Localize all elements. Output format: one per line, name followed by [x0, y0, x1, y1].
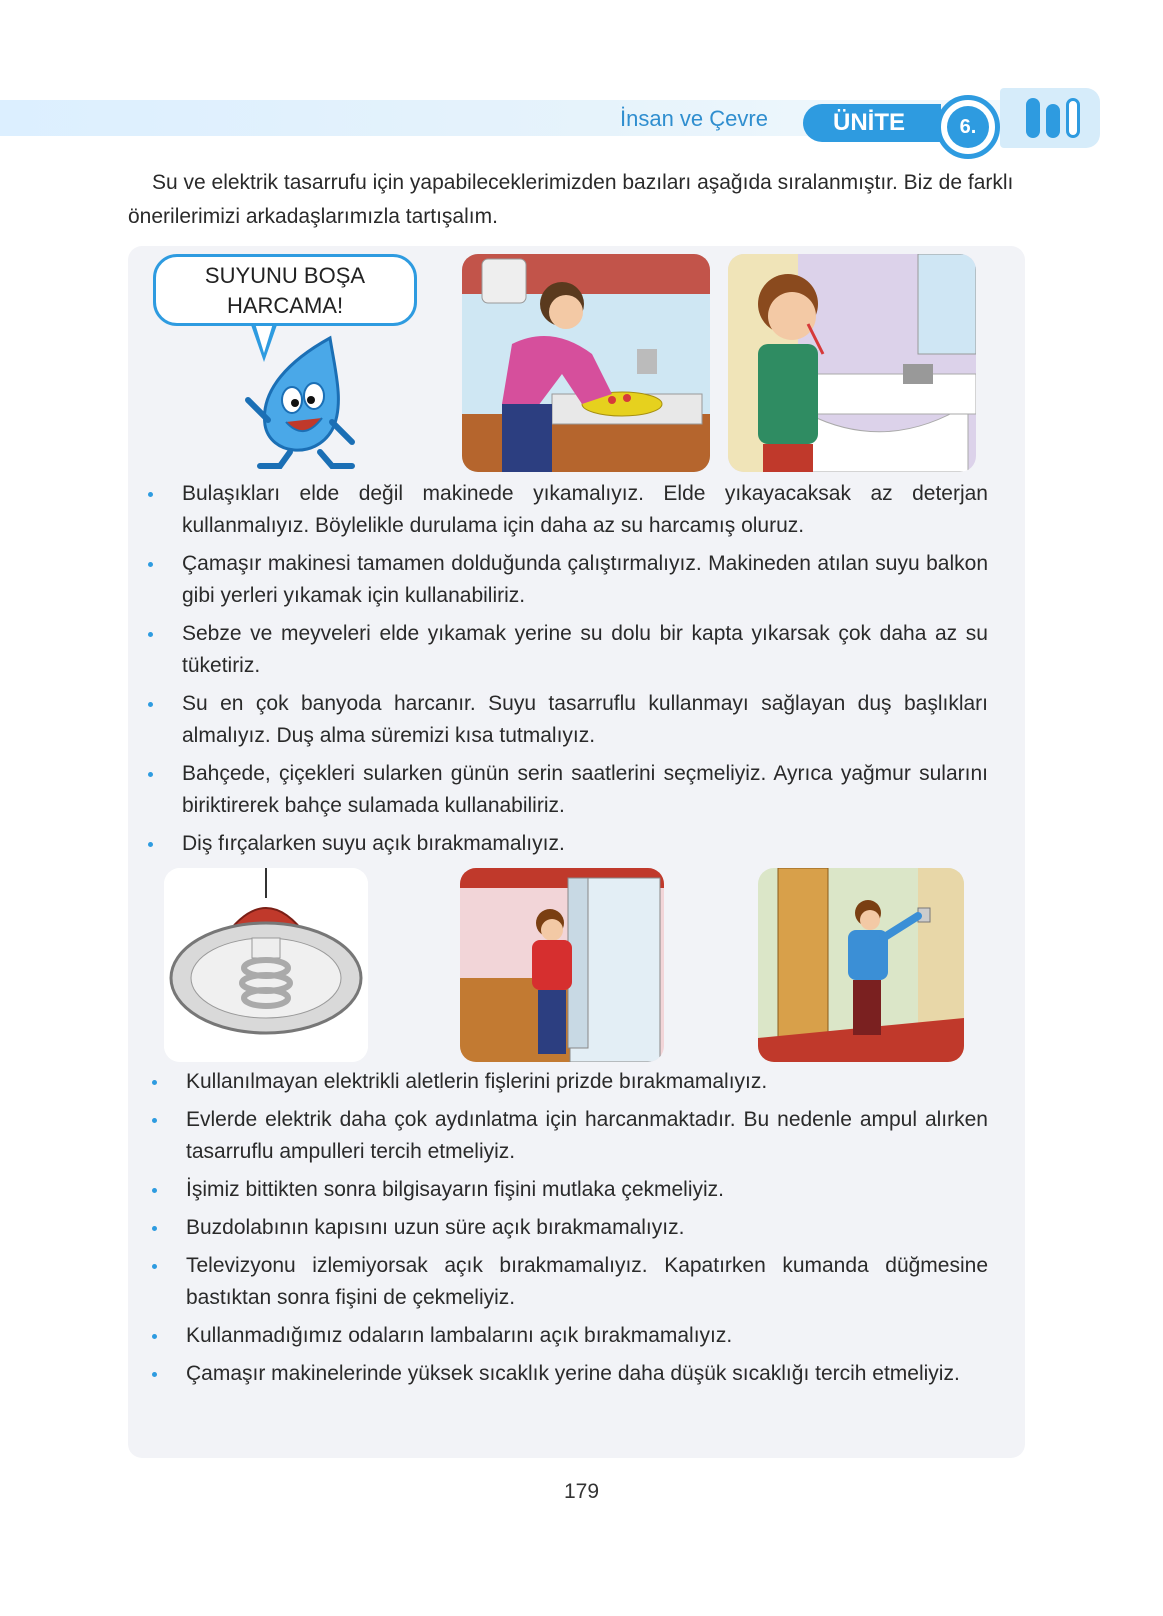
list-item: İşimiz bittikten sonra bilgisayarın fişini mutlaka çekmeliyiz.	[152, 1174, 988, 1206]
list-item: Kullanılmayan elektrikli aletlerin fişlerini prizde bırakmamalıyız.	[152, 1066, 988, 1098]
list-item: Bahçede, çiçekleri sularken günün serin saatlerini seçmeliyiz. Ayrıca yağmur sularını biriktirerek bahçe sulamada kullanabiliriz.	[148, 758, 988, 822]
list-item: Kullanmadığımız odaların lambalarını açık bırakmamalıyız.	[152, 1320, 988, 1352]
bullet-icon	[152, 1226, 157, 1231]
list-item: Televizyonu izlemiyorsak açık bırakmamalıyız. Kapatırken kumanda düğmesine bastıktan sonra fişini de çekmeliyiz.	[152, 1250, 988, 1314]
list-item: Çamaşır makinesi tamamen dolduğunda çalıştırmalıyız. Makineden atılan suyu balkon gibi yerleri yıkamak için kullanabiliriz.	[148, 548, 988, 612]
unit-number-badge	[936, 95, 1000, 159]
list-item: Diş fırçalarken suyu açık bırakmamalıyız.	[148, 828, 988, 860]
boy-at-fridge-illustration	[460, 868, 664, 1062]
list-item: Sebze ve meyveleri elde yıkamak yerine su dolu bir kapta yıkarsak çok daha az su tüketiriz.	[148, 618, 988, 682]
intro-paragraph: Su ve elektrik tasarrufu için yapabileceklerimizden bazıları aşağıda sıralanmıştır. Biz de farklı önerilerimizi arkadaşlarımızla tartışalım.	[128, 171, 1014, 228]
bullet-icon	[148, 842, 153, 847]
bullet-icon	[148, 632, 153, 637]
bullet-icon	[148, 702, 153, 707]
list-item: Çamaşır makinelerinde yüksek sıcaklık yerine daha düşük sıcaklığı tercih etmeliyiz.	[152, 1358, 988, 1390]
boy-brushing-teeth-illustration	[728, 254, 976, 472]
woman-washing-fruit-illustration	[462, 254, 710, 472]
bubble-line-2: HARCAMA!	[226, 293, 344, 318]
list-item: Evlerde elektrik daha çok aydınlatma için harcanmaktadır. Bu nedenle ampul alırken tasarruflu ampulleri tercih etmeliyiz.	[152, 1104, 988, 1168]
section-title: İnsan ve Çevre	[620, 106, 768, 131]
boy-turning-off-light-illustration	[758, 868, 964, 1062]
bubble-line-1: SUYUNU BOŞA	[204, 263, 366, 288]
bullet-icon	[152, 1372, 157, 1377]
unit-number: 6.	[947, 106, 989, 148]
list-item: Buzdolabının kapısını uzun süre açık bırakmamalıyız.	[152, 1212, 988, 1244]
bullet-icon	[148, 562, 153, 567]
bullet-icon	[148, 492, 153, 497]
unit-flag-icon	[1000, 88, 1100, 148]
bullet-icon	[152, 1080, 157, 1085]
bullet-icon	[152, 1264, 157, 1269]
bullet-icon	[152, 1188, 157, 1193]
bullet-icon	[152, 1334, 157, 1339]
page-number: 179	[563, 1480, 600, 1503]
water-tips-list	[148, 478, 988, 866]
list-item: Bulaşıkları elde değil makinede yıkamalıyız. Elde yıkayacaksak az deterjan kullanmalıyız. Böylelikle durulama için daha az su harcamış oluruz.	[148, 478, 988, 542]
unit-label: ÜNİTE	[803, 104, 941, 142]
bullet-icon	[148, 772, 153, 777]
list-item: Su en çok banyoda harcanır. Suyu tasarruflu kullanmayı sağlayan duş başlıkları almalıyız. Duş alma süremizi kısa tutmalıyız.	[148, 688, 988, 752]
energy-saving-bulb-illustration	[164, 868, 368, 1062]
speech-bubble	[153, 254, 417, 326]
electric-tips-list	[152, 1066, 988, 1396]
water-drop-mascot-illustration	[220, 330, 370, 470]
bullet-icon	[152, 1118, 157, 1123]
